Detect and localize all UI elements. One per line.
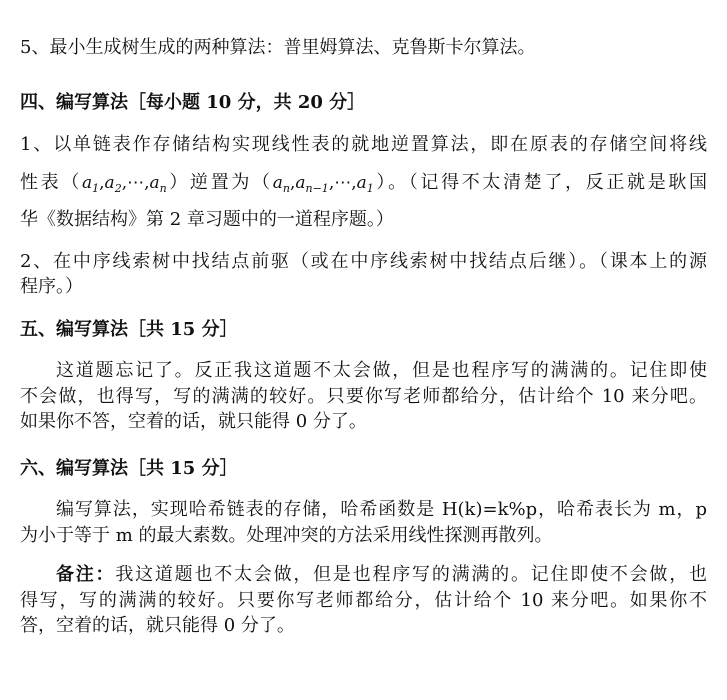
math-sequence-original [82,173,167,193]
math-comma: , [121,173,128,193]
note-label: 备注： [56,564,116,585]
note-line-2: 得写，写的满满的较好。只要你写老师都给分，估计给个 10 来分吧。如果你不 [20,590,707,611]
math-an-1: a [295,173,306,193]
math-comma: , [351,173,357,193]
section-6-para-line-1: 编写算法，实现哈希链表的存储，哈希函数是 H(k)=k%p，哈希表长为 m，p [56,499,707,520]
math-comma: , [289,173,296,193]
q1-line-2-seg-2: ）逆置为（ [166,172,273,193]
math-an: a [272,173,283,193]
q1-line-2 [20,170,707,196]
q2-line-1: 2、在中序线索树中找结点前驱（或在中序线索树中找结点后继）。（课本上的源 [20,251,707,272]
math-sub-2: 2 [114,182,122,195]
section-5-heading: 五、编写算法［共 15 分］ [20,319,238,340]
section-6-heading: 六、编写算法［共 15 分］ [20,458,238,479]
math-a2: a [104,173,115,193]
math-comma: , [99,173,105,193]
section-5-line-1: 这道题忘记了。反正我这道题不太会做，但是也程序写的满满的。记住即使 [56,360,707,381]
math-ellipsis: ⋯ [127,173,145,193]
math-sequence-reversed [273,173,374,193]
note-line-3: 答，空着的话，就只能得 0 分了。 [20,615,295,636]
math-sub-1: 1 [92,182,100,195]
item-5-line: 5、最小生成树生成的两种算法：普里姆算法、克鲁斯卡尔算法。 [20,37,536,58]
q2-line-2: 程序。） [20,276,83,297]
q1-line-2-seg-1: 性表（ [20,172,82,193]
section-5-line-3: 如果你不答，空着的话，就只能得 0 分了。 [20,411,367,432]
note-line-1 [20,562,707,588]
section-5-line-2: 不会做，也得写，写的满满的较好。只要你写老师都给分，估计给个 10 来分吧。 [20,386,707,407]
math-comma: , [328,173,335,193]
section-6-para-line-2: 为小于等于 m 的最大素数。处理冲突的方法采用线性探测再散列。 [20,525,553,546]
q1-line-2-seg-3: ）。（记得不太清楚了，反正就是耿国 [373,172,707,193]
q1-line-1: 1、以单链表作存储结构实现线性表的就地逆置算法，即在原表的存储空间将线 [20,134,707,155]
math-a1: a [356,173,367,193]
math-sub-1: 1 [366,182,374,195]
math-comma: , [144,173,150,193]
math-sub-n-1: n−1 [305,182,329,195]
note-line-1-text: 我这道题也不太会做，但是也程序写的满满的。记住即使不会做，也 [115,564,707,585]
math-an: a [149,173,160,193]
math-a1: a [82,173,93,193]
math-sub-n: n [159,182,167,195]
q1-line-3: 华《数据结构》第 2 章习题中的一道程序题。） [20,209,394,230]
section-4-heading: 四、编写算法［每小题 10 分，共 20 分］ [20,92,366,113]
math-ellipsis: ⋯ [334,173,352,193]
math-sub-n: n [282,182,290,195]
